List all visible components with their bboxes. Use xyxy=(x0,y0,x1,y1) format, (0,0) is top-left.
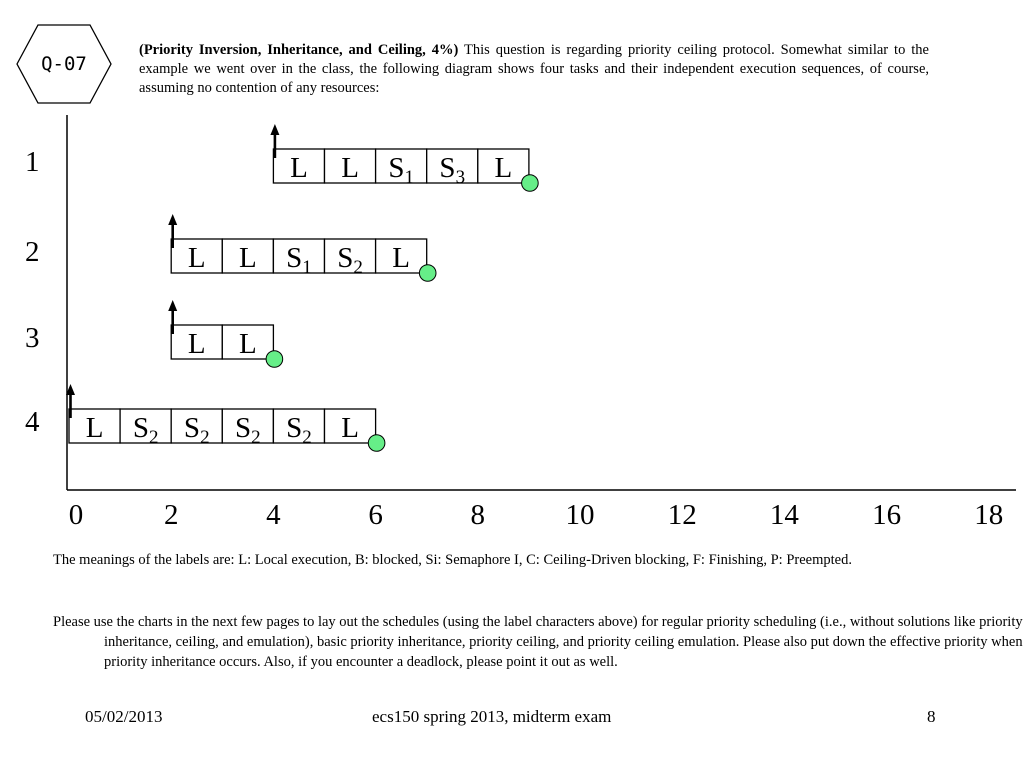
cell-label: L xyxy=(341,412,359,444)
cell-label: $S_3$ xyxy=(439,152,466,188)
task-label: 1 xyxy=(25,146,40,178)
x-tick-label: 12 xyxy=(667,499,697,531)
x-tick-labels xyxy=(69,499,1004,531)
cell-label: $S_2$ xyxy=(235,412,261,448)
finish-dot xyxy=(266,351,283,368)
footer-course: ecs150 spring 2013, midterm exam xyxy=(372,707,612,726)
finish-dot xyxy=(419,265,436,282)
x-tick-label: 10 xyxy=(565,499,595,531)
cell-label: $S_2$ xyxy=(183,412,210,448)
task-label: 2 xyxy=(25,236,40,268)
task-row-4 xyxy=(25,384,385,451)
x-tick-label: 2 xyxy=(163,499,179,531)
question-text: This question is regarding priority ceiling protocol. Somewhat similar to the example we went over in the class, the following diagram shows four tasks and their independent execution sequences, of course, assuming no contention of any resources: xyxy=(139,42,929,96)
task-label: 4 xyxy=(25,406,40,438)
cell-label: L xyxy=(392,242,411,274)
task-row-3 xyxy=(25,300,283,367)
x-tick-label: 0 xyxy=(68,499,84,531)
question-title: (Priority Inversion, Inheritance, and Ceiling, 4%) xyxy=(139,42,459,58)
arrival-arrowhead xyxy=(270,124,279,135)
cell-label: L xyxy=(238,328,257,360)
cell-label: L xyxy=(290,152,308,184)
task-label: 3 xyxy=(25,322,40,354)
cell-label: $S_2$ xyxy=(286,412,312,448)
x-tick-label: 18 xyxy=(974,499,1004,531)
finish-dot xyxy=(368,435,385,452)
cell-label: L xyxy=(187,328,206,360)
cell-label: L xyxy=(238,242,257,274)
finish-dot xyxy=(522,175,539,192)
question-number: Q-07 xyxy=(41,53,87,75)
x-tick-label: 4 xyxy=(266,499,281,531)
arrival-arrowhead xyxy=(168,214,177,225)
cell-label: $S_2$ xyxy=(132,412,159,448)
cell-label: L xyxy=(187,242,206,274)
arrival-arrowhead xyxy=(168,300,177,311)
cell-label: $S_2$ xyxy=(337,242,363,278)
footer-date: 05/02/2013 xyxy=(85,707,163,726)
instructions-text: Please use the charts in the next few pages to lay out the schedules (using the label characters above) for regular priority scheduling (i.e., without solutions like priority inheritance, ceiling, and emulation), basic priority inheritance, priority ceiling, and priority ceiling emulation. Please also put down the effective priority when priority inheritance occurs. Also, if you encounter a deadlock, please point it out as well. xyxy=(53,614,1023,670)
legend-text: The meanings of the labels are: L: Local execution, B: blocked, Si: Semaphore I, C: Ceiling-Driven blocking, F: Finishing, P: Preempted. xyxy=(53,552,852,568)
task-row-2 xyxy=(25,214,436,281)
x-tick-label: 8 xyxy=(470,499,486,531)
cell-label: L xyxy=(341,152,359,184)
cell-label: L xyxy=(494,152,513,184)
cell-label: L xyxy=(85,412,104,444)
task-row-1 xyxy=(25,124,538,191)
task-rows xyxy=(25,124,538,451)
footer-page-number: 8 xyxy=(927,707,936,726)
x-tick-label: 6 xyxy=(368,499,383,531)
cell-label: $S_1$ xyxy=(388,152,414,188)
cell-label: $S_1$ xyxy=(286,242,312,278)
x-tick-label: 14 xyxy=(769,499,799,531)
x-tick-label: 16 xyxy=(872,499,902,531)
